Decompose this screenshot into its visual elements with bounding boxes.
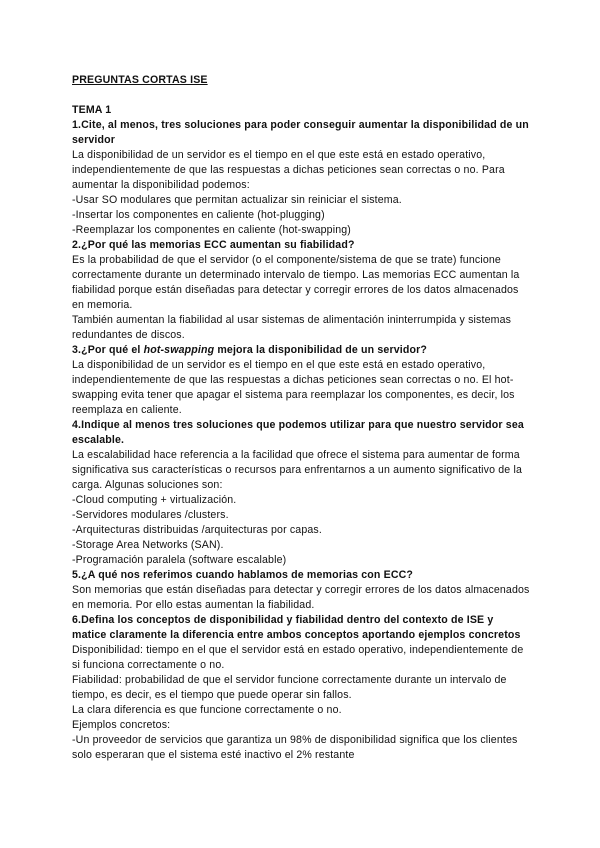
spacer <box>72 88 530 103</box>
section-heading: TEMA 1 <box>72 104 112 116</box>
answer-4-item-5: -Programación paralela (software escalable) <box>72 554 287 566</box>
answer-6-paragraph-3: La clara diferencia es que funcione correctamente o no. <box>72 704 342 716</box>
question-3-emphasis: hot-swapping <box>143 344 215 356</box>
answer-6-paragraph-2: Fiabilidad: probabilidad de que el servidor funcione correctamente durante un intervalo de tiempo, es decir, es el tiempo que puede operar sin fallos. <box>72 674 507 701</box>
question-3-prefix: 3.¿Por qué el <box>72 344 144 356</box>
answer-4-item-4: -Storage Area Networks (SAN). <box>72 539 224 551</box>
question-4: 4.Indique al menos tres soluciones que podemos utilizar para que nuestro servidor sea escalable. <box>72 419 524 446</box>
answer-6-paragraph-4: Ejemplos concretos: <box>72 719 171 731</box>
question-3 <box>72 343 530 358</box>
answer-4-paragraph-1: La escalabilidad hace referencia a la facilidad que ofrece el sistema para aumentar de forma significativa sus características o recursos para enfrentarnos a un aumento significativo de la carga. Algunas soluciones son: <box>72 449 522 491</box>
question-6: 6.Defina los conceptos de disponibilidad y fiabilidad dentro del contexto de ISE y matice claramente la diferencia entre ambos conceptos aportando ejemplos concretos <box>72 614 521 641</box>
answer-5-paragraph-1: Son memorias que están diseñadas para detectar y corregir errores de los datos almacenados en memoria. Por ello estas aumentan la fiabilidad. <box>72 584 530 611</box>
answer-2-paragraph-2: También aumentan la fiabilidad al usar sistemas de alimentación ininterrumpida y sistemas redundantes de discos. <box>72 314 512 341</box>
question-5: 5.¿A qué nos referimos cuando hablamos de memorias con ECC? <box>72 569 414 581</box>
answer-1-item-1: -Usar SO modulares que permitan actualizar sin reiniciar el sistema. <box>72 194 402 206</box>
answer-4-item-3: -Arquitecturas distribuidas /arquitecturas por capas. <box>72 524 322 536</box>
answer-1-item-3: -Reemplazar los componentes en caliente (hot-swapping) <box>72 224 351 236</box>
question-2: 2.¿Por qué las memorias ECC aumentan su fiabilidad? <box>72 239 355 251</box>
answer-6-item-1: -Un proveedor de servicios que garantiza un 98% de disponibilidad significa que los clientes solo esperaran que el sistema esté inactivo el 2% restante <box>72 734 518 761</box>
document-title: PREGUNTAS CORTAS ISE <box>72 74 208 86</box>
question-1: 1.Cite, al menos, tres soluciones para poder conseguir aumentar la disponibilidad de un servidor <box>72 119 529 146</box>
answer-6-paragraph-1: Disponibilidad: tiempo en el que el servidor está en estado operativo, independientemente de si funciona correctamente o no. <box>72 644 524 671</box>
document-body <box>72 73 530 763</box>
answer-1-item-2: -Insertar los componentes en caliente (hot-plugging) <box>72 209 325 221</box>
answer-4-item-2: -Servidores modulares /clusters. <box>72 509 229 521</box>
question-3-suffix: mejora la disponibilidad de un servidor? <box>214 344 427 356</box>
answer-4-item-1: -Cloud computing + virtualización. <box>72 494 237 506</box>
answer-1-paragraph-1: La disponibilidad de un servidor es el tiempo en el que este está en estado operativo, independientemente de que las respuestas a dichas peticiones sean correctas o no. Para aumentar la disponibilidad podemos: <box>72 149 505 191</box>
answer-3-paragraph-1: La disponibilidad de un servidor es el tiempo en el que este está en estado operativo, independientemente de que las respuestas a dichas peticiones sean correctas o no. El hot-swapping evita tener que apagar el sistema para reemplazar los componentes, es decir, los reemplaza en caliente. <box>72 359 515 416</box>
answer-2-paragraph-1: Es la probabilidad de que el servidor (o el componente/sistema de que se trate) funcione correctamente durante un determinado intervalo de tiempo. Las memorias ECC aumentan la fiabilidad porque están diseñadas para detectar y corregir errores de los datos almacenados en memoria. <box>72 254 520 311</box>
